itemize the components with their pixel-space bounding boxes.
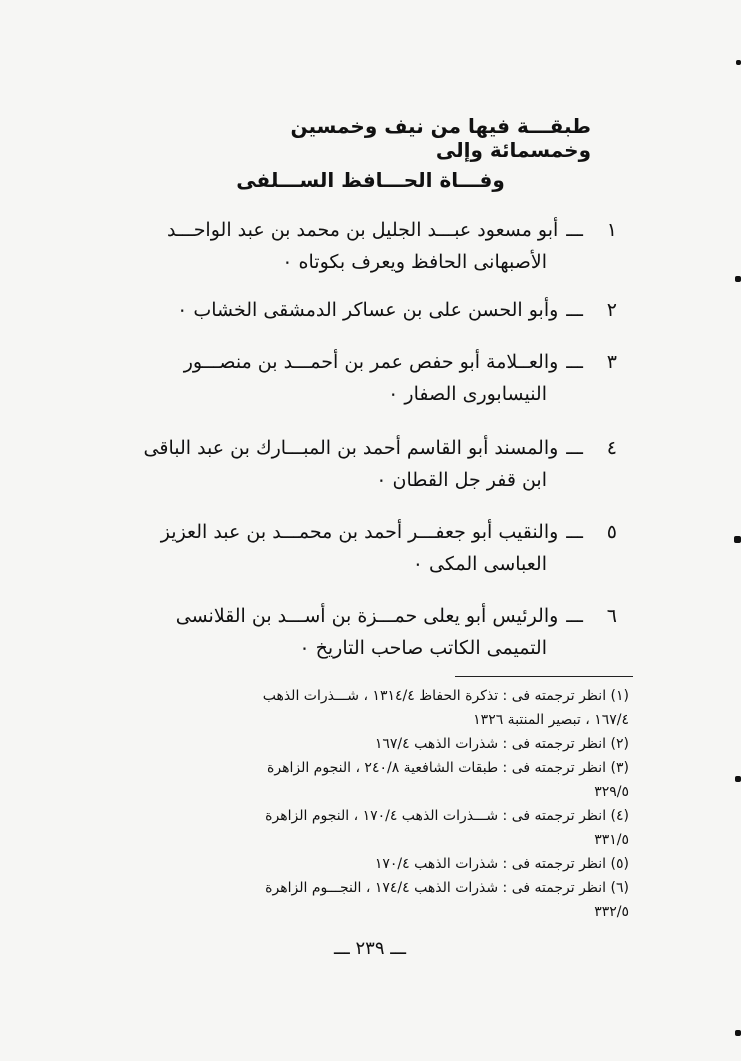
entry-dash: ـــ: [566, 605, 583, 627]
footnote-text: (٦) انظر ترجمته فى : شذرات الذهب ١٧٤/٤ ، النجـــوم الزاهرة: [265, 880, 629, 896]
entry-text: والعــلامة أبو حفص عمر بن أحمـــد بن منصـــور: [183, 351, 559, 373]
footnote-1: [109, 684, 629, 732]
entry-dash: ـــ: [566, 299, 583, 321]
scan-speck: [735, 776, 741, 782]
entry-number: ١: [606, 219, 617, 241]
entry-text: والنقيب أبو جعفـــر أحمد بن محمـــد بن عبد العزيز: [160, 521, 559, 543]
entry-3: [137, 346, 617, 410]
entry-continuation: الأصبهانى الحافظ ويعرف بكوتاه ٠: [282, 251, 547, 273]
page-number: ـــ ٢٣٩ ـــ: [333, 938, 407, 959]
footnote-continuation: ١٦٧/٤ ، تبصير المنتبة ١٣٢٦: [473, 712, 629, 728]
entry-dash: ـــ: [566, 437, 583, 459]
footnote-text: (١) انظر ترجمته فى : تذكرة الحفاظ ١٣١٤/٤ ، شـــذرات الذهب: [262, 688, 629, 704]
entry-text: وأبو الحسن على بن عساكر الدمشقى الخشاب ٠: [177, 299, 559, 321]
scan-speck: [735, 276, 741, 282]
entry-text: والمسند أبو القاسم أحمد بن المبـــارك بن عبد الباقى: [143, 437, 559, 459]
footnotes: [109, 684, 629, 924]
entry-continuation: العباسى المكى ٠: [412, 553, 547, 575]
footnote-5: [109, 852, 629, 876]
section-heading-line-1: طبقـــة فيها من نيف وخمسين وخمسمائة وإلى: [290, 114, 591, 162]
entry-continuation: التميمى الكاتب صاحب التاريخ ٠: [299, 637, 547, 659]
entry-dash: ـــ: [566, 219, 583, 241]
entry-number: ٤: [606, 437, 617, 459]
entry-6: [137, 600, 617, 664]
entry-text: أبو مسعود عبـــد الجليل بن محمد بن عبد الواحـــد: [167, 219, 559, 241]
footnote-text: (٥) انظر ترجمته فى : شذرات الذهب ١٧٠/٤: [374, 856, 629, 872]
entry-4: [137, 432, 617, 496]
footnote-4: [109, 804, 629, 852]
footnote-text: (٤) انظر ترجمته فى : شـــذرات الذهب ١٧٠/٤ ، النجوم الزاهرة: [265, 808, 629, 824]
entry-dash: ـــ: [566, 351, 583, 373]
entry-number: ٢: [606, 299, 617, 321]
scan-speck: [736, 60, 741, 65]
entry-2: [137, 294, 617, 326]
footnote-3: [109, 756, 629, 804]
entry-continuation: النيسابورى الصفار ٠: [388, 383, 547, 405]
footnote-continuation: ٣٢٩/٥: [594, 784, 629, 800]
scan-speck: [735, 1030, 741, 1036]
scan-speck: [734, 536, 741, 543]
entry-continuation: ابن قفر جل القطان ٠: [376, 469, 547, 491]
footnote-6: [109, 876, 629, 924]
footnote-continuation: ٣٣١/٥: [594, 832, 629, 848]
entry-number: ٥: [606, 521, 617, 543]
entry-text: والرئيس أبو يعلى حمـــزة بن أســـد بن القلانسى: [175, 605, 559, 627]
entry-5: [137, 516, 617, 580]
footnote-2: [109, 732, 629, 756]
section-heading-line-2: وفـــاة الحـــافظ الســـلفى: [236, 168, 505, 192]
entry-dash: ـــ: [566, 521, 583, 543]
entry-number: ٣: [606, 351, 617, 373]
entry-1: [137, 214, 617, 278]
entry-number: ٦: [606, 605, 617, 627]
footnote-divider: [455, 676, 633, 677]
footnote-continuation: ٣٣٢/٥: [594, 904, 629, 920]
footnote-text: (٣) انظر ترجمته فى : طبقات الشافعية ٢٤٠/٨ ، النجوم الزاهرة: [267, 760, 629, 776]
footnote-text: (٢) انظر ترجمته فى : شذرات الذهب ١٦٧/٤: [374, 736, 629, 752]
